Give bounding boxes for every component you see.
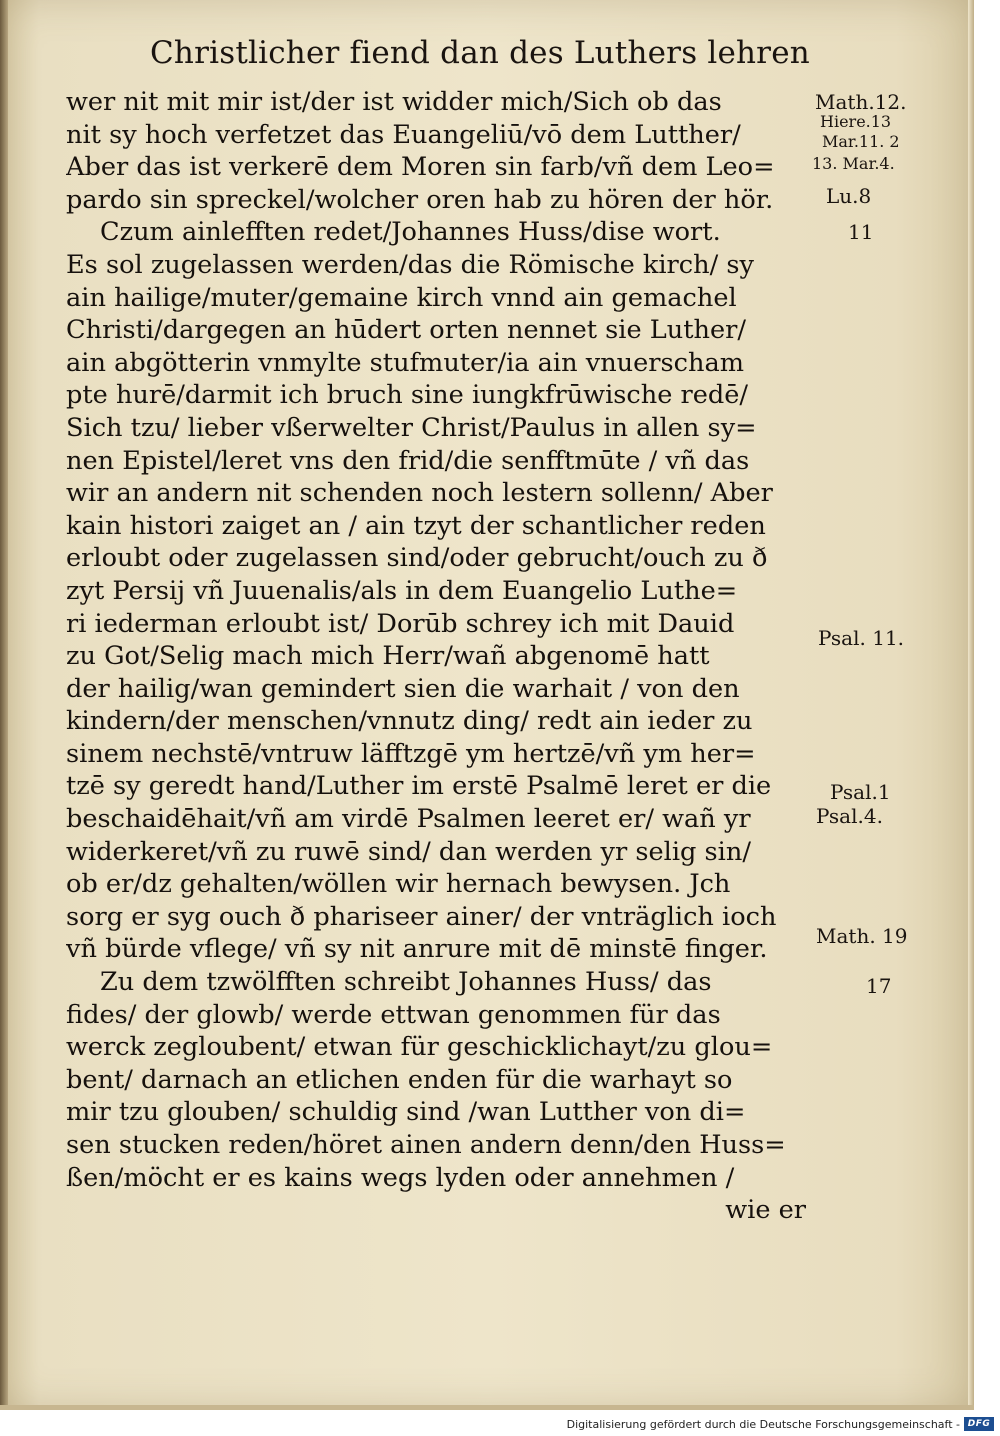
text-line: erloubt oder zugelassen sind/oder gebrucht/ouch zu ð: [66, 543, 768, 574]
text-line: kain histori zaiget an / ain tzyt der schantlicher reden: [66, 510, 766, 541]
page-edge-right: [968, 0, 974, 1410]
text-line: Aber das ist verkerē dem Moren sin farb/vñ dem Leo=: [66, 152, 775, 183]
page-edge-bottom: [0, 1405, 974, 1410]
text-line: widerkeret/vñ zu ruwē sind/ dan werden yr selig sin/: [66, 836, 751, 867]
text-line: nen Epistel/leret vns den frid/die senfftmūte / vñ das: [66, 445, 750, 476]
text-line: kindern/der menschen/vnnutz ding/ redt ain ieder zu: [66, 706, 753, 737]
text-line: fides/ der glowb/ werde ettwan genommen für das: [66, 999, 721, 1030]
margin-note: Lu.8: [826, 184, 872, 208]
text-line: beschaidēhait/vñ am virdē Psalmen leeret er/ wañ yr: [66, 804, 751, 835]
text-line: ob er/dz gehalten/wöllen wir hernach bewysen. Jch: [66, 869, 731, 900]
text-line: zyt Persij vñ Juuenalis/als in dem Euangelio Luthe=: [66, 575, 738, 606]
margin-note: Mar.11. 2: [822, 132, 900, 151]
margin-note: Hiere.13: [820, 112, 892, 131]
text-line: bent/ darnach an etlichen enden für die warhayt so: [66, 1064, 733, 1095]
text-line: sen stucken reden/höret ainen andern denn/den Huss=: [66, 1130, 786, 1160]
catchword: wie er: [725, 1195, 806, 1226]
dfg-logo: DFG: [964, 1417, 994, 1431]
text-line: pardo sin spreckel/wolcher oren hab zu hören der hör.: [66, 184, 774, 215]
text-line: ri iederman erloubt ist/ Dorūb schrey ich mit Dauid: [66, 608, 735, 639]
paragraph-start-line: Czum ainlefften redet/Johannes Huss/dise wort.: [100, 217, 721, 248]
body-text: [66, 86, 816, 1227]
text-line: sinem nechstē/vntruw läfftzgē ym hertzē/vñ ym her=: [66, 738, 756, 769]
text-line: werck zegloubent/ etwan für geschicklichayt/zu glou=: [66, 1032, 773, 1063]
text-line: wir an andern nit schenden noch lestern sollenn/ Aber: [66, 478, 773, 509]
text-line: Sich tzu/ lieber vßerwelter Christ/Paulus in allen sy=: [66, 412, 757, 443]
margin-note: 17: [866, 974, 892, 998]
text-line: nit sy hoch verfetzet das Euangeliū/vō dem Lutther/: [66, 119, 741, 150]
book-spine-edge: [0, 0, 8, 1410]
text-line: ain abgötterin vnmylte stufmuter/ia ain vnuerscham: [66, 347, 745, 378]
text-line: Es sol zugelassen werden/das die Römische kirch/ sy: [66, 249, 754, 280]
text-line: vñ bürde vflege/ vñ sy nit anrure mit dē minstē finger.: [66, 934, 768, 965]
text-line: tzē sy geredt hand/Luther im erstē Psalmē leret er die: [66, 771, 772, 802]
margin-note: Math.12.: [815, 90, 907, 114]
paragraph-start-line: Zu dem tzwölfften schreibt Johannes Huss/ das: [100, 967, 712, 998]
text-line: pte hurē/darmit ich bruch sine iungkfrūwische redē/: [66, 380, 749, 411]
running-title: Christlicher fiend dan des Luthers lehren: [150, 35, 810, 71]
digitization-credit: [567, 1417, 994, 1431]
text-line: zu Got/Selig mach mich Herr/wañ abgenomē hatt: [66, 641, 710, 672]
credit-text: Digitalisierung gefördert durch die Deutsche Forschungsgemeinschaft -: [566, 1417, 960, 1431]
margin-note: 11: [848, 220, 874, 244]
margin-note: Psal.4.: [816, 804, 883, 828]
text-line: Christi/dargegen an hūdert orten nennet sie Luther/: [66, 315, 747, 346]
text-line: wer nit mit mir ist/der ist widder mich/Sich ob das: [66, 87, 722, 117]
text-line: sorg er syg ouch ð phariseer ainer/ der vnträglich ioch: [66, 901, 777, 932]
margin-note: 13. Mar.4.: [812, 154, 895, 173]
margin-note: Psal.1: [830, 780, 891, 804]
text-line: ßen/möcht er es kains wegs lyden oder annehmen /: [66, 1162, 735, 1193]
text-line: der hailig/wan gemindert sien die warhait / von den: [66, 673, 740, 704]
text-line: mir tzu glouben/ schuldig sind /wan Lutther von di=: [66, 1097, 746, 1128]
margin-note: Math. 19: [816, 924, 908, 948]
text-line: ain hailige/muter/gemaine kirch vnnd ain gemachel: [66, 282, 737, 313]
margin-note: Psal. 11.: [818, 626, 905, 650]
